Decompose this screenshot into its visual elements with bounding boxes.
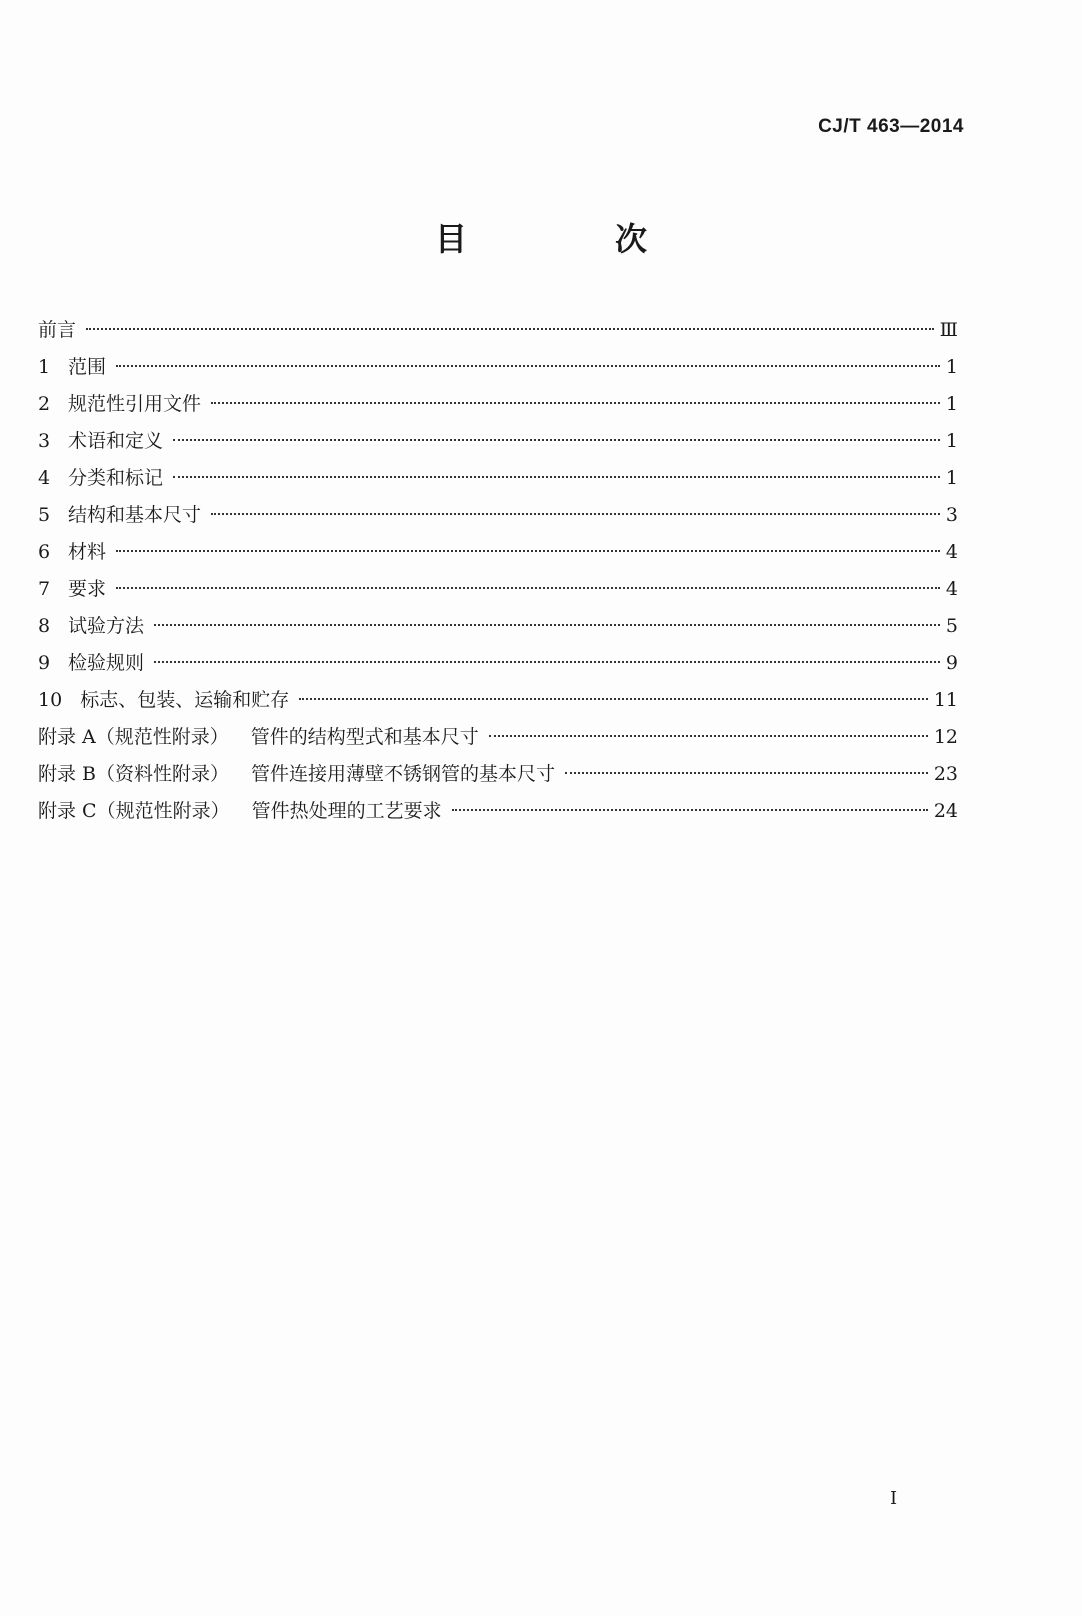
toc-leader-dots: [86, 328, 934, 330]
toc-entry-page: 1: [945, 467, 958, 489]
toc-annex-tag: 附录 C（规范性附录）: [38, 800, 230, 822]
page-number: I: [890, 1488, 898, 1509]
toc-leader-dots: [565, 772, 928, 774]
toc-entry-label: 术语和定义: [68, 430, 164, 452]
toc-entry-10[interactable]: [38, 682, 958, 719]
toc-entry-number: 9: [38, 652, 51, 674]
toc-entry-page: 9: [945, 652, 958, 674]
toc-entry-page: 1: [945, 356, 958, 378]
toc-entry-8[interactable]: [38, 608, 958, 645]
toc-entry-label: 检验规则: [68, 652, 145, 674]
toc-entry-page: Ⅲ: [939, 319, 958, 341]
toc-entry-number: 2: [38, 393, 51, 415]
toc-entry-number: 8: [38, 615, 51, 637]
toc-entry-page: 1: [945, 393, 958, 415]
toc-entry-5[interactable]: [38, 497, 958, 534]
toc-entry-page: 11: [933, 689, 958, 711]
toc-entry-2[interactable]: [38, 386, 958, 423]
toc-leader-dots: [116, 365, 940, 367]
toc-entry-label: 范围: [68, 356, 107, 378]
toc-entry-label: 材料: [68, 541, 107, 563]
toc-entry-1[interactable]: [38, 349, 958, 386]
toc-entry-annex-a[interactable]: [38, 719, 958, 756]
toc-entry-label: 规范性引用文件: [68, 393, 202, 415]
toc-entry-annex-c[interactable]: [38, 793, 958, 830]
toc-leader-dots: [154, 661, 940, 663]
toc-annex-tag: 附录 A（规范性附录）: [38, 726, 229, 748]
toc-entry-7[interactable]: [38, 571, 958, 608]
toc-entry-label: 要求: [68, 578, 107, 600]
toc-entry-page: 23: [933, 763, 958, 785]
toc-leader-dots: [452, 809, 928, 811]
toc-entry-preface[interactable]: [38, 312, 958, 349]
toc-entry-number: 1: [38, 356, 51, 378]
toc-leader-dots: [116, 550, 940, 552]
toc-entry-number: 7: [38, 578, 51, 600]
toc-entry-page: 4: [945, 578, 958, 600]
toc-entry-number: 4: [38, 467, 51, 489]
toc-leader-dots: [116, 587, 940, 589]
toc-entry-label: 管件连接用薄壁不锈钢管的基本尺寸: [251, 763, 556, 785]
toc-entry-page: 24: [933, 800, 958, 822]
toc-leader-dots: [299, 698, 928, 700]
toc-entry-label: 管件的结构型式和基本尺寸: [250, 726, 479, 748]
page-title: 目 次: [434, 220, 705, 258]
toc-leader-dots: [173, 476, 940, 478]
toc-annex-tag: 附录 B（资料性附录）: [38, 763, 230, 785]
toc-entry-label: 标志、包装、运输和贮存: [80, 689, 290, 711]
toc-entry-page: 1: [945, 430, 958, 452]
toc-entry-label: 分类和标记: [68, 467, 164, 489]
toc-entry-6[interactable]: [38, 534, 958, 571]
toc-entry-number: 5: [38, 504, 51, 526]
toc-entry-annex-b[interactable]: [38, 756, 958, 793]
toc-entry-3[interactable]: [38, 423, 958, 460]
toc-entry-page: 12: [933, 726, 958, 748]
toc-leader-dots: [211, 513, 940, 515]
toc-leader-dots: [173, 439, 940, 441]
toc-entry-page: 5: [945, 615, 958, 637]
toc-entry-number: 6: [38, 541, 51, 563]
toc-entry-number: 10: [38, 689, 63, 711]
toc-entry-label: 试验方法: [68, 615, 145, 637]
standard-code: CJ/T 463—2014: [818, 116, 964, 137]
toc-leader-dots: [211, 402, 940, 404]
toc-entry-label: 结构和基本尺寸: [68, 504, 202, 526]
toc-entry-9[interactable]: [38, 645, 958, 682]
toc-entry-page: 4: [945, 541, 958, 563]
toc-entry-page: 3: [945, 504, 958, 526]
toc-entry-label: 前言: [38, 319, 77, 341]
toc-leader-dots: [154, 624, 940, 626]
toc-entry-4[interactable]: [38, 460, 958, 497]
toc-entry-label: 管件热处理的工艺要求: [251, 800, 442, 822]
table-of-contents: [38, 312, 958, 830]
toc-entry-number: 3: [38, 430, 51, 452]
toc-leader-dots: [489, 735, 928, 737]
